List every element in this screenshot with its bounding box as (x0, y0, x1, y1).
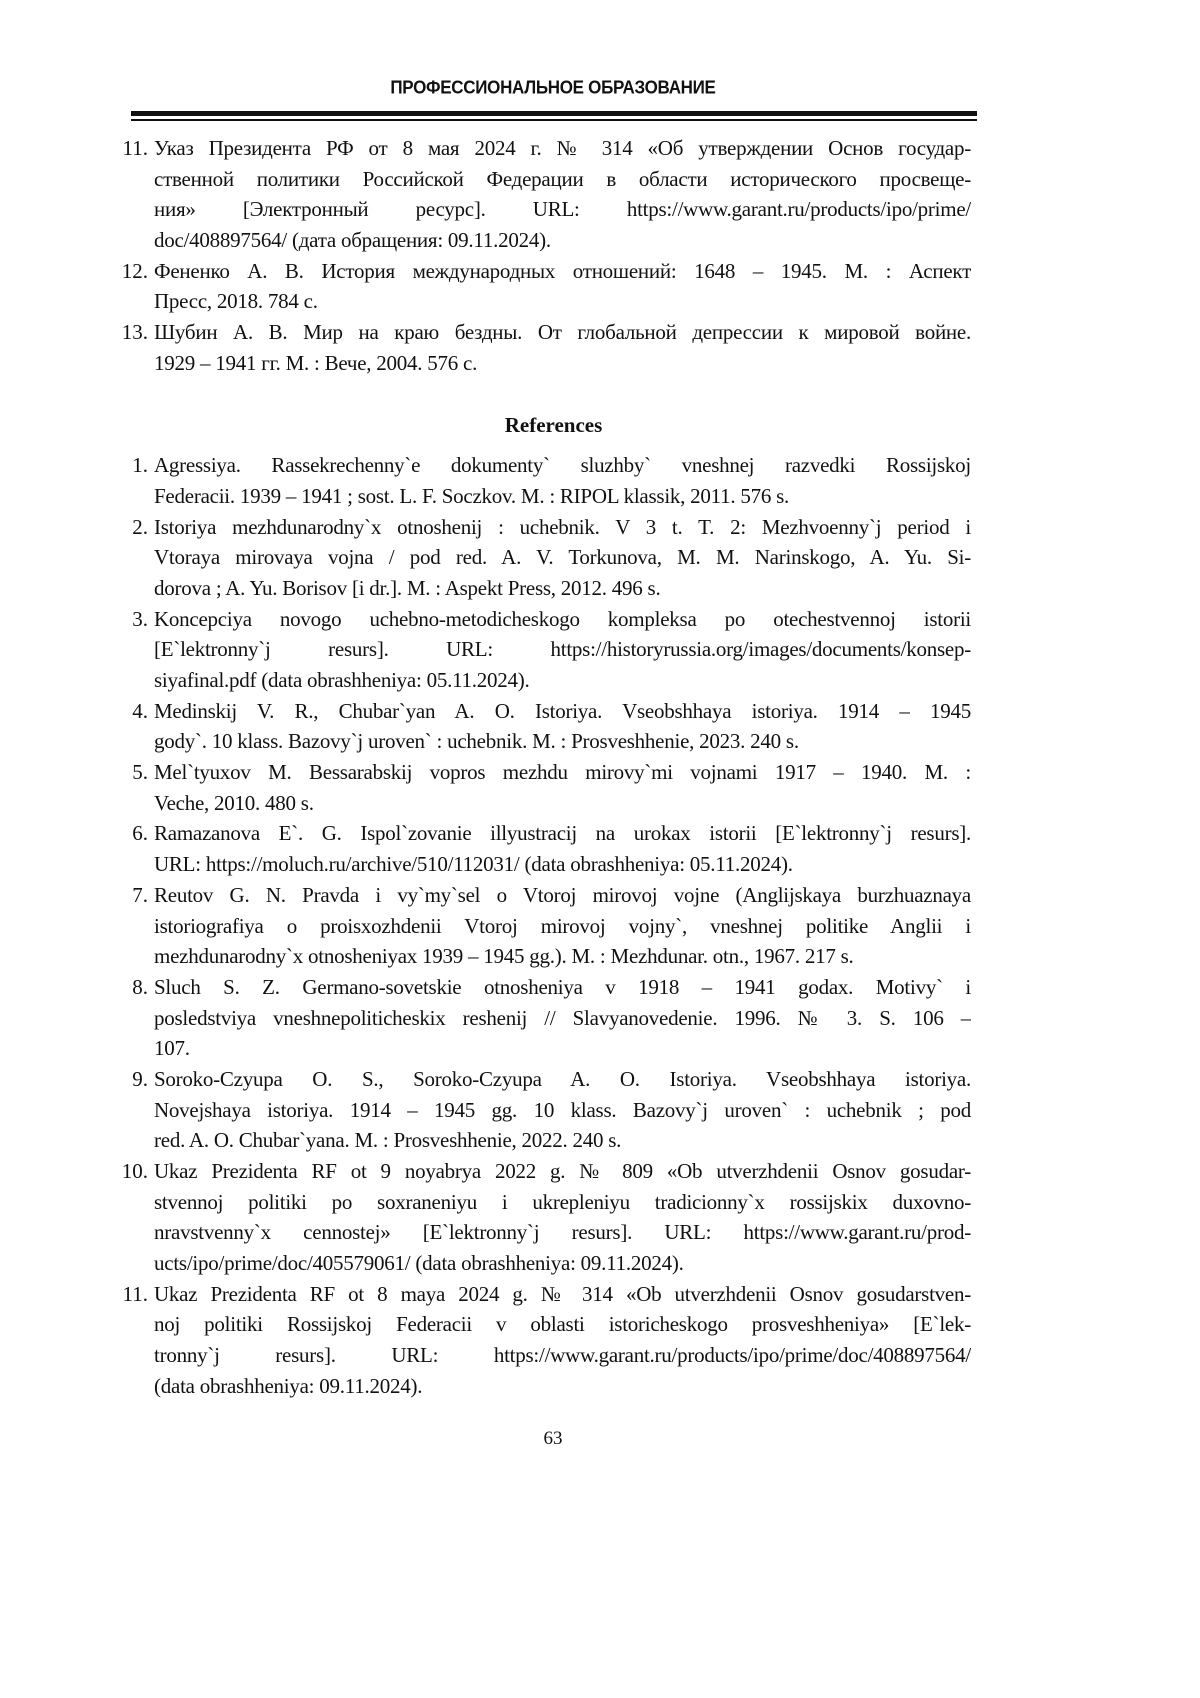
entry-number: 11. (122, 1281, 148, 1306)
entry-text (154, 1279, 971, 1402)
entry-line: Sluch S. Z. Germano-sovetskie otnosheniya v 1918 – 1941 godax. Motivy` i (154, 974, 971, 999)
entry-text (154, 604, 971, 696)
reference-entry (110, 757, 977, 818)
entry-number: 4. (132, 698, 148, 723)
reference-entry (110, 512, 977, 604)
entry-line: Mel`tyuxov M. Bessarabskij vopros mezhdu mirovy`mi vojnami 1917 – 1940. M. : (154, 760, 971, 785)
entry-line: Istoriya mezhdunarodny`x otnoshenij : uchebnik. V 3 t. T. 2: Mezhvoenny`j period i (154, 514, 971, 539)
entry-line: Указ Президента РФ от 8 мая 2024 г. № 314 «Об утверждении Основ государ- (154, 136, 971, 160)
entry-text (154, 133, 971, 256)
entry-line: gody`. 10 klass. Bazovy`j uroven` : uchebnik. M. : Prosveshhenie, 2023. 240 s. (154, 729, 799, 754)
entry-text (154, 696, 971, 757)
entry-text (154, 757, 971, 818)
entry-number: 9. (132, 1066, 148, 1091)
entry-number: 6. (132, 821, 148, 846)
entry-line: dorova ; A. Yu. Borisov [i dr.]. M. : Aspekt Press, 2012. 496 s. (154, 575, 661, 600)
entry-text (154, 818, 971, 879)
entry-line: siyafinal.pdf (data obrashheniya: 05.11.2024). (154, 668, 530, 693)
entry-text (154, 256, 971, 317)
entry-text (154, 880, 971, 972)
reference-entry (110, 317, 977, 378)
page-content (110, 133, 977, 1402)
entry-number: 7. (132, 882, 148, 907)
entry-number: 11. (122, 136, 148, 160)
entry-text (154, 317, 971, 378)
entry-line: nravstvenny`x cennostej» [E`lektronny`j resurs]. URL: https://www.garant.ru/prod- (154, 1220, 971, 1245)
entry-number: 13. (121, 320, 148, 345)
entry-number: 8. (132, 974, 148, 999)
entry-line: Шубин А. В. Мир на краю бездны. От глобальной депрессии к мировой войне. (154, 320, 971, 345)
entry-line: istoriografiya o proisxozhdenii Vtoroj mirovoj vojny`, vneshnej politike Anglii i (154, 913, 971, 938)
entry-line: Ramazanova E`. G. Ispol`zovanie illyustracij na urokax istorii [E`lektronny`j resurs]. (154, 821, 971, 846)
entry-line: 107. (154, 1036, 190, 1061)
entry-line: Novejshaya istoriya. 1914 – 1945 gg. 10 klass. Bazovy`j uroven` : uchebnik ; pod (154, 1097, 971, 1122)
references-heading: References (504, 412, 603, 437)
reference-entry (110, 972, 977, 1064)
reference-entry (110, 133, 977, 256)
entry-line: red. A. O. Chubar`yana. M. : Prosveshhenie, 2022. 240 s. (154, 1128, 622, 1153)
entry-number: 5. (132, 760, 148, 785)
entry-text (154, 1064, 971, 1156)
entry-number: 2. (132, 514, 148, 539)
entry-line: Фененко А. В. История международных отношений: 1648 – 1945. М. : Аспект (154, 258, 971, 283)
entry-line: ственной политики Российской Федерации в области исторического просвеще- (154, 166, 971, 191)
entry-number: 3. (132, 606, 148, 631)
entry-text (154, 972, 971, 1064)
entry-line: Federacii. 1939 – 1941 ; sost. L. F. Soczkov. M. : RIPOL klassik, 2011. 576 s. (154, 483, 790, 508)
entry-text (154, 512, 971, 604)
reference-entry (110, 696, 977, 757)
entry-line: 1929 – 1941 гг. М. : Вече, 2004. 576 с. (154, 350, 478, 375)
entry-line: Пресс, 2018. 784 с. (154, 289, 318, 314)
entry-line: Veche, 2010. 480 s. (154, 790, 314, 815)
entry-text (154, 450, 971, 511)
entry-line: Soroko-Czyupa O. S., Soroko-Czyupa A. O. Istoriya. Vseobshhaya istoriya. (154, 1066, 971, 1091)
entry-line: posledstviya vneshnepoliticheskix reshenij // Slavyanovedenie. 1996. № 3. S. 106 – (154, 1005, 971, 1030)
reference-entry (110, 1064, 977, 1156)
page-number: 63 (543, 1428, 563, 1449)
bibliography-list (110, 133, 977, 379)
reference-entry (110, 818, 977, 879)
entry-line: noj politiki Rossijskoj Federacii v oblasti istoricheskogo prosveshheniya» [E`lek- (154, 1312, 971, 1337)
entry-line: ucts/ipo/prime/doc/405579061/ (data obrashheniya: 09.11.2024). (154, 1251, 684, 1276)
reference-entry (110, 256, 977, 317)
entry-line: Vtoraya mirovaya vojna / pod red. A. V. Torkunova, M. M. Narinskogo, A. Yu. Si- (154, 545, 971, 570)
entry-line: [E`lektronny`j resurs]. URL: https://historyrussia.org/images/documents/konsep- (154, 637, 971, 662)
entry-line: Medinskij V. R., Chubar`yan A. O. Istoriya. Vseobshhaya istoriya. 1914 – 1945 (154, 698, 971, 723)
reference-entry (110, 1279, 977, 1402)
entry-line: Agressiya. Rassekrechenny`e dokumenty` sluzhby` vneshnej razvedki Rossijskoj (154, 453, 971, 478)
entry-line: mezhdunarodny`x otnosheniyax 1939 – 1945 gg.). M. : Mezhdunar. otn., 1967. 217 s. (154, 944, 854, 969)
entry-number: 10. (121, 1159, 148, 1184)
entry-number: 12. (121, 258, 148, 283)
header-rule-thin (131, 119, 977, 121)
reference-entry (110, 604, 977, 696)
entry-line: tronny`j resurs]. URL: https://www.garant.ru/products/ipo/prime/doc/408897564/ (154, 1343, 971, 1368)
references-list (110, 450, 977, 1401)
entry-line: (data obrashheniya: 09.11.2024). (154, 1373, 423, 1398)
entry-line: Koncepciya novogo uchebno-metodicheskogo kompleksa po otechestvennoj istorii (154, 606, 971, 631)
reference-entry (110, 880, 977, 972)
entry-number: 1. (132, 453, 148, 478)
entry-line: Ukaz Prezidenta RF ot 8 maya 2024 g. № 314 «Ob utverzhdenii Osnov gosudarstven- (154, 1281, 971, 1306)
entry-line: Reutov G. N. Pravda i vy`my`sel o Vtoroj mirovoj vojne (Anglijskaya burzhuaznaya (154, 882, 971, 907)
entry-line: URL: https://moluch.ru/archive/510/112031/ (data obrashheniya: 05.11.2024). (154, 852, 793, 877)
entry-line: stvennoj politiki po soxraneniyu i ukrepleniyu tradicionny`x rossijskix duxovno- (154, 1189, 971, 1214)
entry-line: Ukaz Prezidenta RF ot 9 noyabrya 2022 g. № 809 «Ob utverzhdenii Osnov gosudar- (154, 1159, 971, 1184)
entry-line: ния» [Электронный ресурс]. URL: https://www.garant.ru/products/ipo/prime/ (154, 197, 971, 222)
entry-text (154, 1156, 971, 1279)
running-header: ПРОФЕССИОНАЛЬНОЕ ОБРАЗОВАНИЕ (390, 77, 716, 98)
entry-line: doc/408897564/ (дата обращения: 09.11.2024). (154, 228, 551, 253)
reference-entry (110, 450, 977, 511)
header-rule-thick (131, 111, 977, 116)
reference-entry (110, 1156, 977, 1279)
